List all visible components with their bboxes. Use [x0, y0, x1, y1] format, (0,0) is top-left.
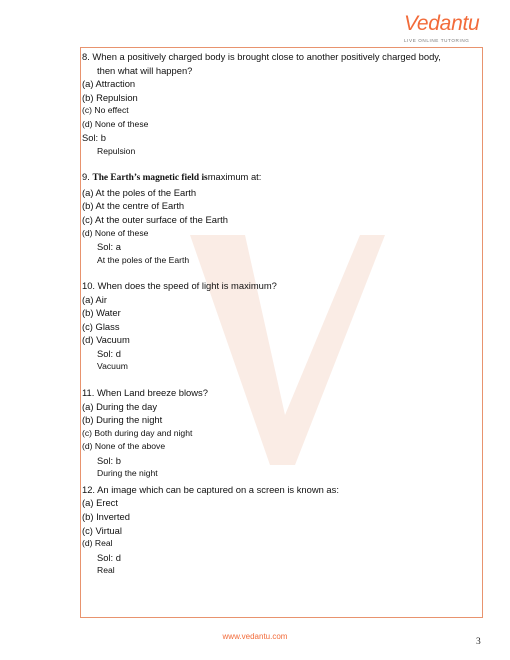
option-d: (d) None of the above	[82, 441, 166, 452]
solution-label: Sol: a	[97, 241, 121, 253]
question-8	[82, 50, 480, 158]
logo-tagline: LIVE ONLINE TUTORING	[404, 38, 470, 43]
question-stem: 11. When Land breeze blows?	[82, 387, 208, 399]
option-d: (d) Vacuum	[82, 334, 130, 346]
question-stem	[82, 170, 480, 186]
question-stem: 12. An image which can be captured on a screen is known as:	[82, 483, 339, 495]
question-number: 9.	[82, 171, 93, 183]
question-9	[82, 170, 480, 267]
question-stem: 10. When does the speed of light is maximum?	[82, 280, 277, 292]
option-a: (a) At the poles of the Earth	[82, 186, 197, 198]
option-b: (b) Water	[82, 307, 121, 319]
option-b: (b) At the centre of Earth	[82, 200, 185, 212]
footer-url[interactable]: www.vedantu.com	[222, 632, 288, 641]
solution-label: Sol: d	[97, 347, 121, 359]
logo-wordmark: Vedantu	[404, 12, 480, 35]
worksheet-content	[82, 50, 480, 578]
option-a: (a) Erect	[82, 497, 118, 509]
option-c: (c) At the outer surface of the Earth	[82, 214, 228, 226]
option-a: (a) During the day	[82, 400, 158, 412]
option-d: (d) None of these	[82, 118, 149, 129]
solution-label: Sol: b	[97, 454, 121, 466]
option-d: (d) None of these	[82, 227, 149, 238]
question-stem: 8. When a positively charged body is brought close to another positively charged body,	[82, 51, 441, 62]
solution-answer: Vacuum	[97, 361, 128, 372]
question-stem: then what will happen?	[97, 64, 193, 76]
option-c: (c) Glass	[82, 320, 120, 332]
question-12	[82, 483, 480, 578]
question-10	[82, 279, 480, 374]
question-stem-bold: The Earth’s magnetic field is	[92, 173, 208, 184]
solution-label: Sol: b	[82, 132, 106, 144]
option-c: (c) Virtual	[82, 524, 122, 536]
option-c: (c) Both during day and night	[82, 427, 193, 438]
vedantu-logo	[400, 12, 490, 48]
option-b: (b) Repulsion	[82, 91, 138, 103]
option-b: (b) During the night	[82, 414, 163, 426]
page-number: 3	[476, 637, 481, 647]
solution-answer: Repulsion	[97, 145, 136, 156]
option-a: (a) Air	[82, 293, 108, 305]
option-c: (c) No effect	[82, 105, 129, 116]
question-11	[82, 386, 480, 481]
question-stem-rest: maximum at:	[207, 171, 262, 183]
option-d: (d) Real	[82, 538, 113, 549]
solution-answer: Real	[97, 565, 115, 576]
option-b: (b) Inverted	[82, 510, 130, 522]
solution-answer: During the night	[97, 468, 158, 479]
solution-label: Sol: d	[97, 551, 121, 563]
solution-answer: At the poles of the Earth	[97, 254, 190, 265]
option-a: (a) Attraction	[82, 78, 136, 90]
